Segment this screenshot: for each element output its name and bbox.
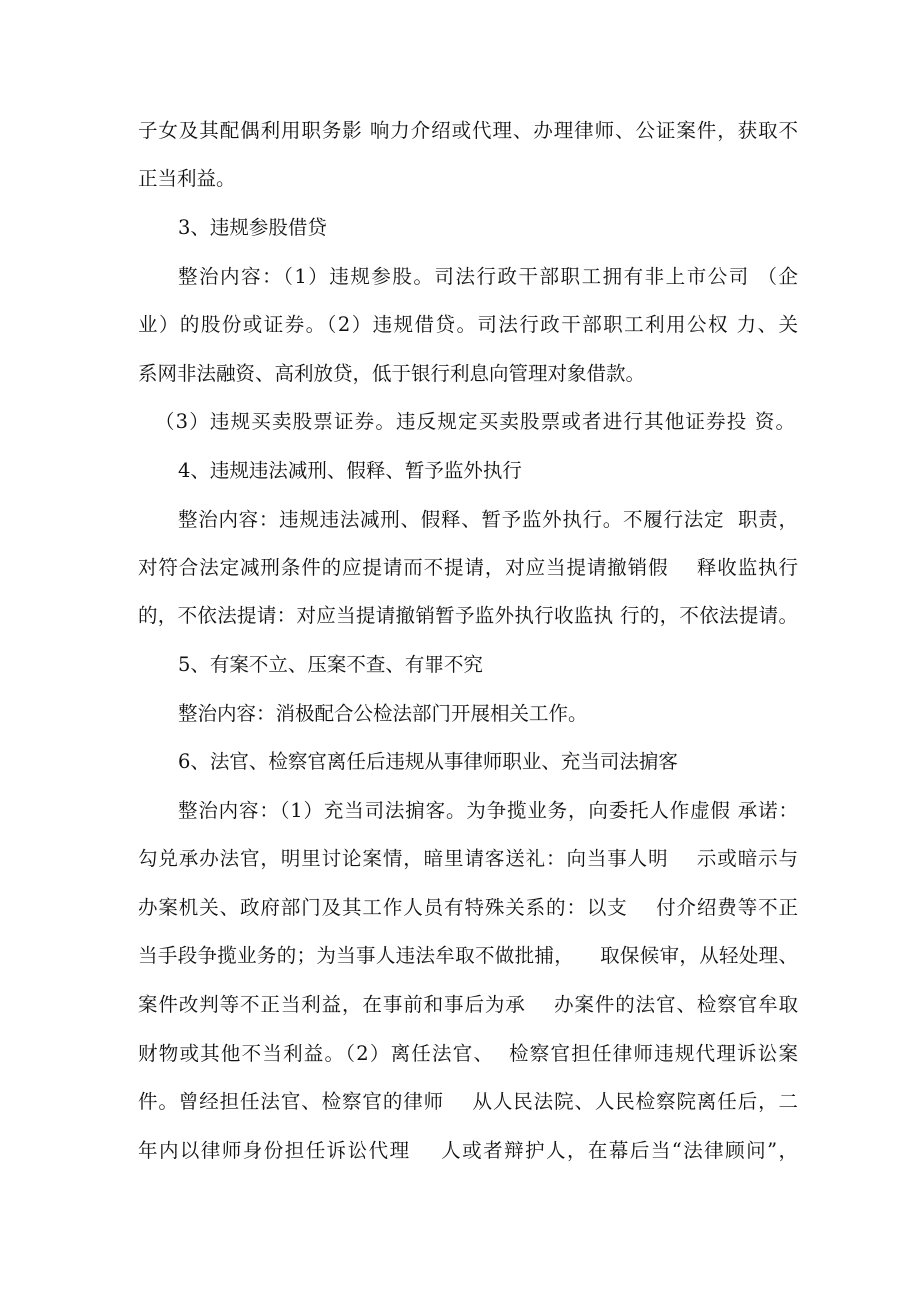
section-heading: 4、违规违法减刑、假释、暂予监外执行 [178, 459, 522, 482]
paragraph-line: 办案机关、政府部门及其工作人员有特殊关系的：以支 付介绍费等不正 [138, 896, 798, 919]
paragraph-line: 整治内容：（1）违规参股。司法行政干部职工拥有非上市公司 （企 [178, 265, 798, 288]
section-heading: 5、有案不立、压案不查、有罪不究 [178, 653, 483, 676]
paragraph-line: 整治内容：违规违法减刑、假释、暂予监外执行。不履行法定 职责， [178, 508, 798, 531]
paragraph-line: 当手段争揽业务的；为当事人违法牟取不做批捕， 取保候审，从轻处理、 [138, 944, 798, 967]
paragraph-line: 财物或其他不当利益。（2）离任法官、 检察官担任律师违规代理诉讼案 [138, 1042, 798, 1065]
paragraph-line: 件。曾经担任法官、检察官的律师 从人民法院、人民检察院离任后，二 [138, 1090, 798, 1113]
paragraph-line: 对符合法定减刑条件的应提请而不提请，对应当提请撤销假 释收监执行 [138, 556, 798, 579]
paragraph-line: 子女及其配偶利用职务影 响力介绍或代理、办理律师、公证案件，获取不 [138, 119, 798, 142]
paragraph-line: 整治内容：（1）充当司法掮客。为争揽业务，向委托人作虚假 承诺： [178, 799, 798, 822]
paragraph-line: 业）的股份或证券。（2）违规借贷。司法行政干部职工利用公权 力、关 [138, 313, 798, 336]
paragraph-line: 案件改判等不正当利益，在事前和事后为承 办案件的法官、检察官牟取 [138, 993, 798, 1016]
paragraph-line: （3）违规买卖股票证券。违反规定买卖股票或者进行其他证券投 资。 [155, 410, 795, 433]
paragraph-line: 正当利益。 [138, 167, 236, 190]
paragraph-line: 年内以律师身份担任诉讼代理 人或者辩护人，在幕后当“法律顾问”， [138, 1139, 798, 1162]
paragraph-line: 整治内容：消极配合公检法部门开展相关工作。 [178, 702, 588, 725]
section-heading: 6、法官、检察官离任后违规从事律师职业、充当司法掮客 [178, 750, 678, 773]
paragraph-line: 的，不依法提请：对应当提请撤销暂予监外执行收监执 行的，不依法提请。 [138, 604, 798, 627]
paragraph-line: 勾兑承办法官，明里讨论案情，暗里请客送礼：向当事人明 示或暗示与 [138, 847, 798, 870]
section-heading: 3、违规参股借贷 [178, 216, 327, 239]
paragraph-line: 系网非法融资、高利放贷，低于银行利息向管理对象借款。 [138, 362, 646, 385]
